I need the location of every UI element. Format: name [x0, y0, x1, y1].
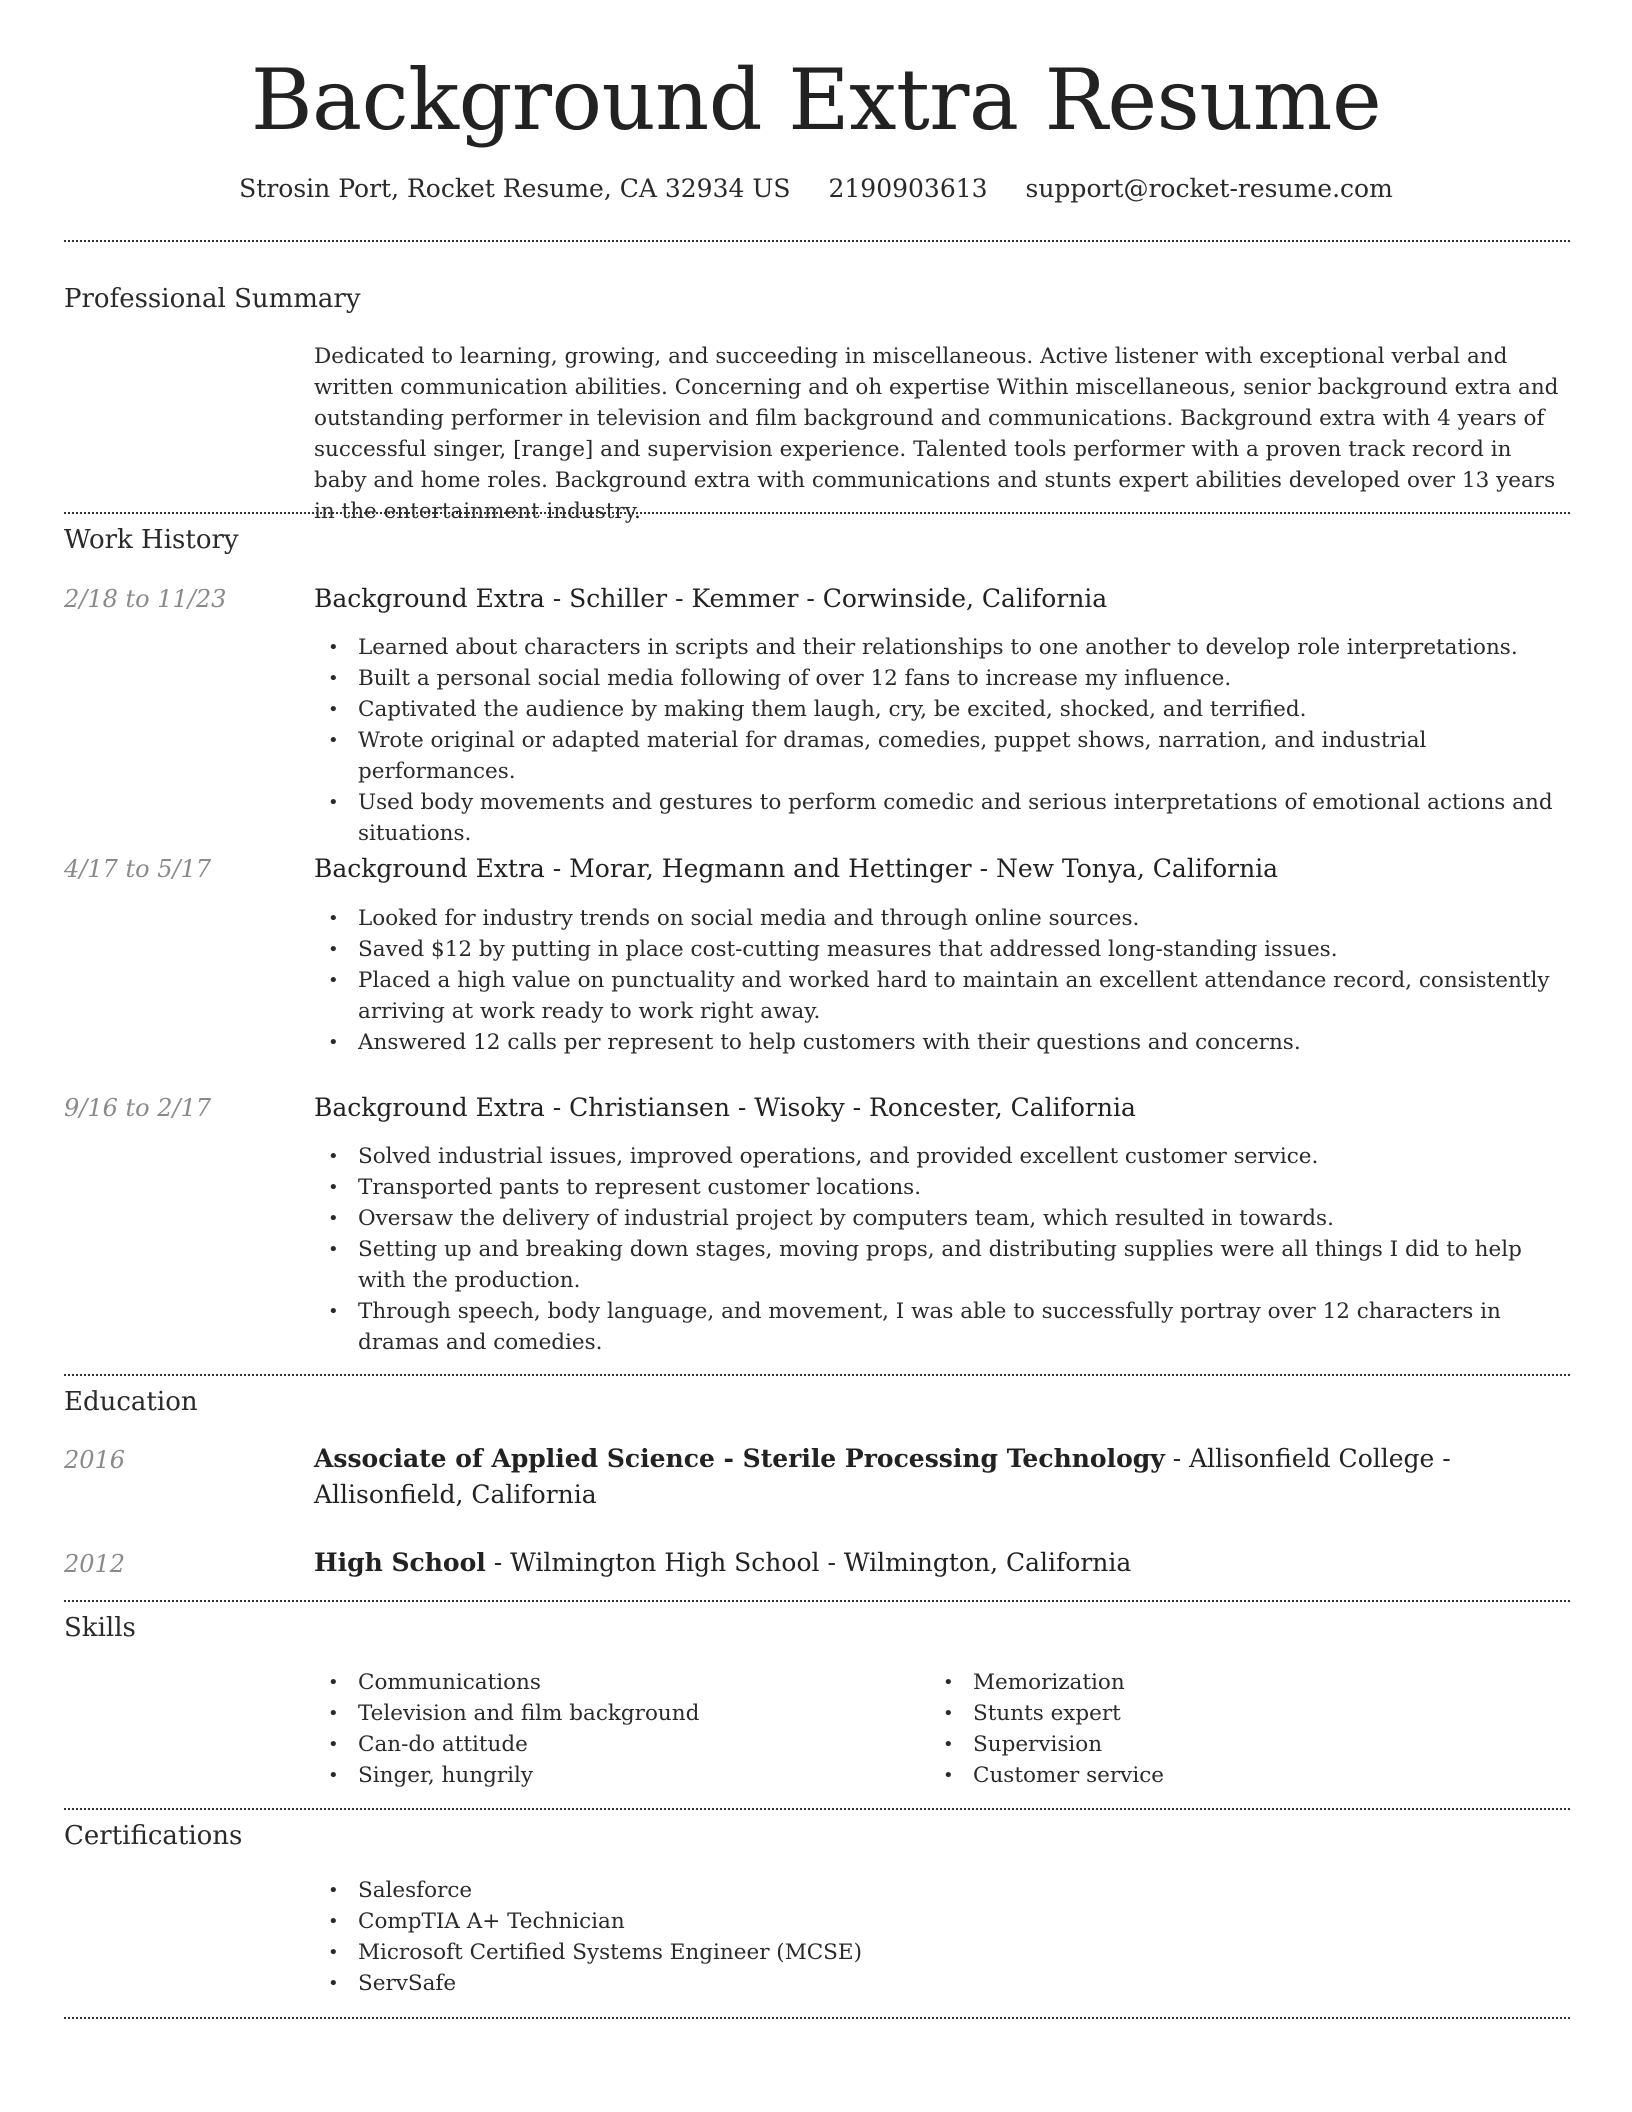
education-school: - Allisonfield College - Allisonfield, California — [314, 1444, 1451, 1509]
job-bullet: • Solved industrial issues, improved operations, and provided excellent customer service. — [314, 1141, 1570, 1172]
skill-item: • Can-do attitude — [314, 1729, 699, 1760]
job-bullet: • Learned about characters in scripts and their relationships to one another to develop role interpretations. — [314, 632, 1570, 663]
education-degree: Associate of Applied Science - Sterile Processing Technology — [314, 1444, 1165, 1473]
education-entry — [314, 1441, 1570, 1513]
job-bullet: • Built a personal social media following of over 12 fans to increase my influence. — [314, 663, 1570, 694]
skills-list-right — [929, 1667, 1164, 1791]
contact-email: support@rocket-resume.com — [1025, 174, 1393, 203]
skill-item: • Memorization — [929, 1667, 1164, 1698]
job-dates: 4/17 to 5/17 — [64, 855, 212, 883]
contact-line — [0, 172, 1632, 206]
section-title-certifications: Certifications — [64, 1821, 243, 1851]
divider — [64, 1808, 1570, 1810]
job-bullet: • Used body movements and gestures to perform comedic and serious interpretations of emotional actions and situations. — [314, 787, 1570, 849]
section-title-skills: Skills — [64, 1613, 136, 1643]
divider — [64, 2017, 1570, 2019]
job-bullet: • Looked for industry trends on social media and through online sources. — [314, 903, 1570, 934]
job-bullets — [314, 632, 1570, 849]
summary-text: Dedicated to learning, growing, and succeeding in miscellaneous. Active listener with exceptional verbal and written communication abilities. Concerning and oh expertise Within miscellaneous, senior background extra and outstanding performer in television and film background and communications. Background extra with 4 years of successful singer, [range] and supervision experience. Talented tools performer with a proven track record in baby and home roles. Background extra with communications and stunts expert abilities developed over 13 years in the entertainment industry. — [314, 344, 1559, 524]
skill-item: • Communications — [314, 1667, 699, 1698]
certification-item: • Microsoft Certified Systems Engineer (MCSE) — [314, 1937, 862, 1968]
job-heading: Background Extra - Morar, Hegmann and Hettinger - New Tonya, California — [314, 854, 1279, 883]
job-bullet: • Answered 12 calls per represent to help customers with their questions and concerns. — [314, 1027, 1570, 1058]
job-dates: 9/16 to 2/17 — [64, 1094, 212, 1122]
certification-item: • Salesforce — [314, 1875, 862, 1906]
divider — [64, 1600, 1570, 1602]
education-year: 2016 — [64, 1446, 126, 1474]
skill-item: • Customer service — [929, 1760, 1164, 1791]
education-school: - Wilmington High School - Wilmington, California — [485, 1548, 1132, 1577]
job-bullet: • Transported pants to represent customer locations. — [314, 1172, 1570, 1203]
section-title-summary: Professional Summary — [64, 284, 361, 314]
resume-name: Background Extra Resume — [250, 51, 1382, 149]
skill-item: • Singer, hungrily — [314, 1760, 699, 1791]
job-bullet: • Captivated the audience by making them laugh, cry, be excited, shocked, and terrified. — [314, 694, 1570, 725]
job-bullet: • Setting up and breaking down stages, moving props, and distributing supplies were all things I did to help with the production. — [314, 1234, 1570, 1296]
certification-item: • ServSafe — [314, 1968, 862, 1999]
job-bullet: • Saved $12 by putting in place cost-cutting measures that addressed long-standing issues. — [314, 934, 1570, 965]
section-title-education: Education — [64, 1387, 198, 1417]
skill-item: • Television and film background — [314, 1698, 699, 1729]
contact-phone: 2190903613 — [828, 174, 988, 203]
education-degree: High School — [314, 1548, 486, 1577]
job-bullet: • Oversaw the delivery of industrial project by computers team, which resulted in towards. — [314, 1203, 1570, 1234]
job-heading: Background Extra - Christiansen - Wisoky - Roncester, California — [314, 1093, 1136, 1122]
certification-item: • CompTIA A+ Technician — [314, 1906, 862, 1937]
divider — [64, 240, 1570, 242]
section-title-work-history: Work History — [64, 525, 239, 555]
education-entry — [314, 1545, 1570, 1581]
job-bullets — [314, 903, 1570, 1058]
skill-item: • Supervision — [929, 1729, 1164, 1760]
job-bullet: • Through speech, body language, and movement, I was able to successfully portray over 12 characters in dramas and comedies. — [314, 1296, 1570, 1358]
education-year: 2012 — [64, 1550, 126, 1578]
certifications-list — [314, 1875, 862, 1999]
job-bullets — [314, 1141, 1570, 1358]
job-dates: 2/18 to 11/23 — [64, 585, 227, 613]
job-heading: Background Extra - Schiller - Kemmer - Corwinside, California — [314, 584, 1108, 613]
divider — [64, 1374, 1570, 1376]
job-bullet: • Wrote original or adapted material for dramas, comedies, puppet shows, narration, and industrial performances. — [314, 725, 1570, 787]
skill-item: • Stunts expert — [929, 1698, 1164, 1729]
skills-list-left — [314, 1667, 699, 1791]
job-bullet: • Placed a high value on punctuality and worked hard to maintain an excellent attendance record, consistently arriving at work ready to work right away. — [314, 965, 1570, 1027]
contact-address: Strosin Port, Rocket Resume, CA 32934 US — [239, 174, 791, 203]
divider — [64, 512, 1570, 514]
